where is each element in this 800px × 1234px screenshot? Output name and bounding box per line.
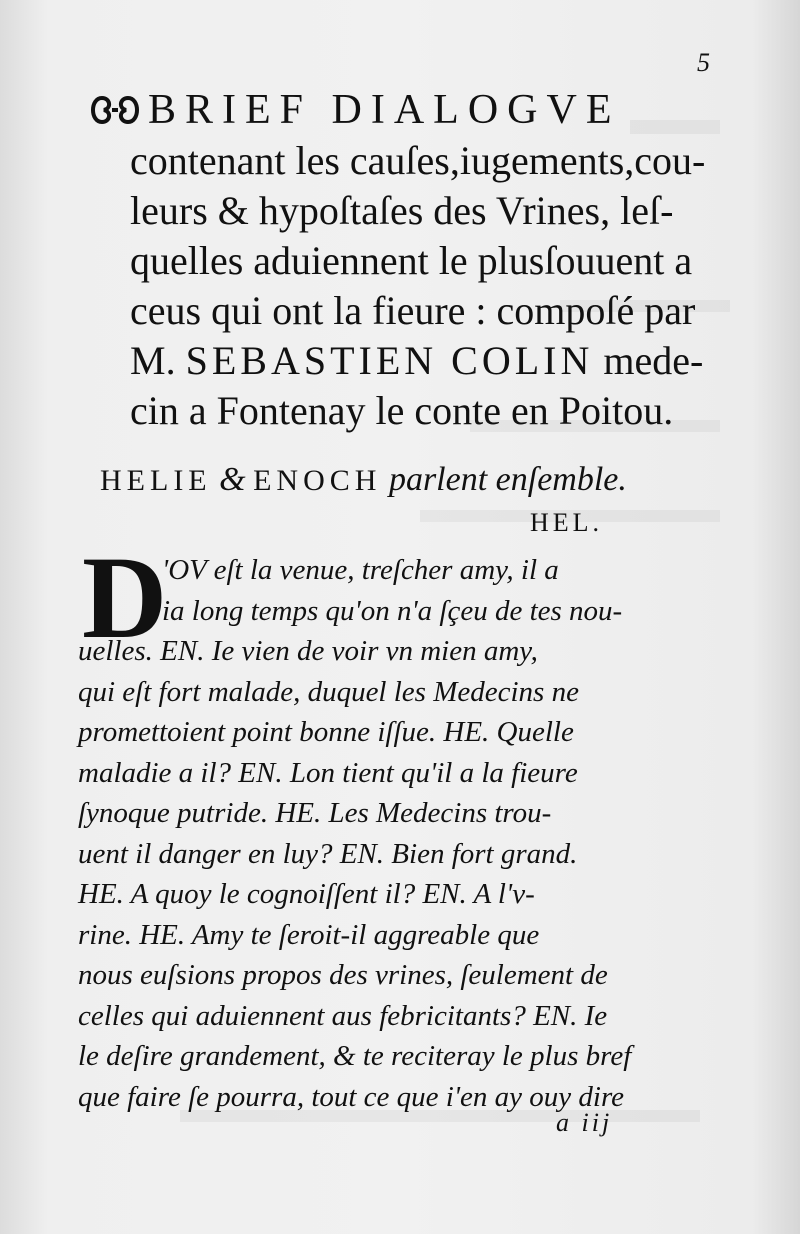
author-line (130, 336, 728, 386)
body-line: HE. A quoy le cognoiſſent il? EN. A l'v- (78, 878, 535, 910)
subtitle-line: quelles aduiennent le plusſouuent a (130, 238, 693, 283)
body-line: celles qui aduiennent aus febricitants? EN. Ie (78, 999, 608, 1032)
dialogue-body (78, 532, 708, 1117)
speaker-name-helie: HELIE (100, 464, 212, 497)
body-line: uent il danger en luy? EN. Bien fort grand. (78, 837, 578, 870)
body-line: que faire ſe pourra, tout ce que i'en ay ouy dire (78, 1080, 625, 1113)
page-number: 5 (697, 48, 710, 77)
subtitle-last-line: cin a Fontenay le conte en Poitou. (130, 388, 674, 433)
body-line: qui eſt fort malade, duquel les Medecins ne (78, 675, 579, 708)
drop-cap: D (82, 532, 168, 663)
catchword: a iij (556, 1108, 613, 1137)
fleuron-ornament-icon (88, 90, 142, 130)
body-line: promettoient point bonne iſſue. HE. Quelle (78, 716, 574, 748)
author-name: SEBASTIEN COLIN (185, 338, 594, 383)
body-line: 'OV eſt la venue, treſcher amy, il a (162, 554, 559, 586)
subtitle-line: leurs & hypoſtaſes des Vrines, leſ- (130, 188, 674, 233)
ampersand: & (219, 461, 246, 498)
body-line: ia long temps qu'on n'a ſçeu de tes nou- (162, 594, 623, 627)
speaker-name-enoch: ENOCH (253, 464, 382, 497)
author-prefix: M. (130, 338, 176, 383)
speakers-caption: parlent enſemble. (388, 461, 627, 498)
subtitle-line: ceus qui ont la fieure : compoſé par (130, 288, 696, 333)
page-title: BRIEF DIALOGVE (148, 87, 621, 133)
title-line (88, 84, 728, 136)
body-line: maladie a il? EN. Lon tient qu'il a la fieure (78, 756, 578, 789)
title-block (88, 84, 728, 436)
speakers-heading (100, 460, 627, 501)
subtitle-line: contenant les cauſes,iugements,cou- (130, 138, 706, 183)
body-line: nous euſsions propos des vrines, ſeulement de (78, 959, 608, 991)
body-line: rine. HE. Amy te ſeroit-il aggreable que (78, 918, 540, 951)
speaker-label: HEL. (530, 508, 604, 537)
body-line: ſynoque putride. HE. Les Medecins trou- (78, 797, 552, 829)
body-line: le deſire grandement, & te reciteray le plus bref (78, 1040, 632, 1072)
author-suffix: mede- (603, 338, 704, 383)
body-line: uelles. EN. Ie vien de voir vn mien amy, (78, 635, 538, 667)
